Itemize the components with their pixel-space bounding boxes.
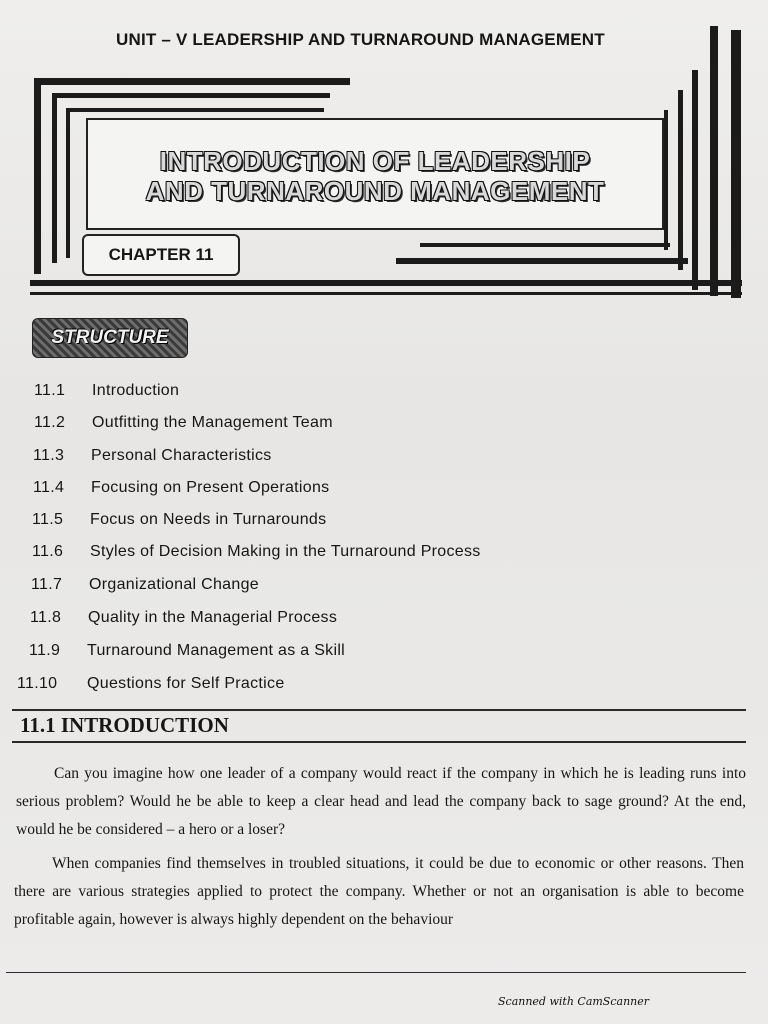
toc-number: 11.4 xyxy=(33,479,65,496)
frame-bar-right-1 xyxy=(710,26,718,296)
toc-title: Personal Characteristics xyxy=(91,447,272,464)
toc-number: 11.2 xyxy=(34,414,66,431)
scanner-watermark: Scanned with CamScanner xyxy=(498,995,650,1008)
toc-number: 11.6 xyxy=(32,543,64,560)
chapter-title-line-1: INTRODUCTION OF LEADERSHIP xyxy=(159,146,591,176)
frame-bar-right-5 xyxy=(664,110,668,250)
frame-bar-bottom-2 xyxy=(396,258,688,264)
frame-bar-right-3 xyxy=(692,70,698,290)
toc-title: Styles of Decision Making in the Turnaround Process xyxy=(90,543,481,560)
toc-item xyxy=(30,609,337,627)
section-rule-top xyxy=(12,709,746,711)
toc-title: Turnaround Management as a Skill xyxy=(87,642,346,659)
toc-number: 11.9 xyxy=(29,642,61,659)
frame-bar-bottom-3 xyxy=(30,280,742,286)
structure-badge: STRUCTURE xyxy=(32,318,188,358)
toc-item xyxy=(32,511,326,529)
toc-number: 11.8 xyxy=(30,609,62,626)
toc-item xyxy=(29,642,345,660)
frame-bar-bottom-4 xyxy=(30,292,742,295)
toc-title: Focus on Needs in Turnarounds xyxy=(90,511,327,528)
page-bottom-rule xyxy=(6,972,746,973)
chapter-title xyxy=(88,146,662,206)
toc-item xyxy=(32,543,481,561)
unit-header: UNIT – V LEADERSHIP AND TURNAROUND MANAGEMENT xyxy=(116,30,605,49)
toc-item xyxy=(34,414,333,432)
frame-bar-left-1 xyxy=(34,78,41,274)
title-box xyxy=(86,118,664,230)
toc-title: Questions for Self Practice xyxy=(87,675,285,692)
frame-bar-left-3 xyxy=(66,108,70,258)
toc-title: Quality in the Managerial Process xyxy=(88,609,338,626)
paragraph-1: Can you imagine how one leader of a company would react if the company in which he is leading runs into serious problem? Would he be able to keep a clear head and lead the company back to sage ground? At the end, would he be considered – a hero or a loser? xyxy=(16,765,746,838)
toc-number: 11.3 xyxy=(33,447,65,464)
toc-number: 11.7 xyxy=(31,576,63,593)
toc-title: Introduction xyxy=(92,382,180,399)
toc-item xyxy=(17,675,285,693)
toc-title: Organizational Change xyxy=(89,576,259,593)
paragraph-2: When companies find themselves in troubled situations, it could be due to economic or other reasons. Then there are various strategies applied to protect the company. Whether or not an organisation is able to become profitable again, however is always highly dependent on the behaviour xyxy=(14,855,744,928)
toc-number: 11.5 xyxy=(32,511,64,528)
toc-item xyxy=(34,382,179,400)
section-rule-bottom xyxy=(12,741,746,743)
frame-bar-top-1 xyxy=(34,78,350,85)
toc-number: 11.10 xyxy=(17,675,58,692)
chapter-label: CHAPTER 11 xyxy=(82,234,240,276)
frame-bar-top-3 xyxy=(66,108,324,112)
toc-item xyxy=(33,447,272,465)
frame-bar-right-2 xyxy=(731,30,741,298)
toc-number: 11.1 xyxy=(34,382,66,399)
section-heading: 11.1 INTRODUCTION xyxy=(20,713,229,737)
frame-bar-bottom-1 xyxy=(420,243,670,247)
toc-title: Focusing on Present Operations xyxy=(91,479,330,496)
frame-bar-left-2 xyxy=(52,93,57,263)
toc-title: Outfitting the Management Team xyxy=(92,414,333,431)
toc-item xyxy=(31,576,259,594)
toc-item xyxy=(33,479,329,497)
frame-bar-right-4 xyxy=(678,90,683,270)
chapter-title-line-2: AND TURNAROUND MANAGEMENT xyxy=(145,176,605,206)
frame-bar-top-2 xyxy=(52,93,330,98)
